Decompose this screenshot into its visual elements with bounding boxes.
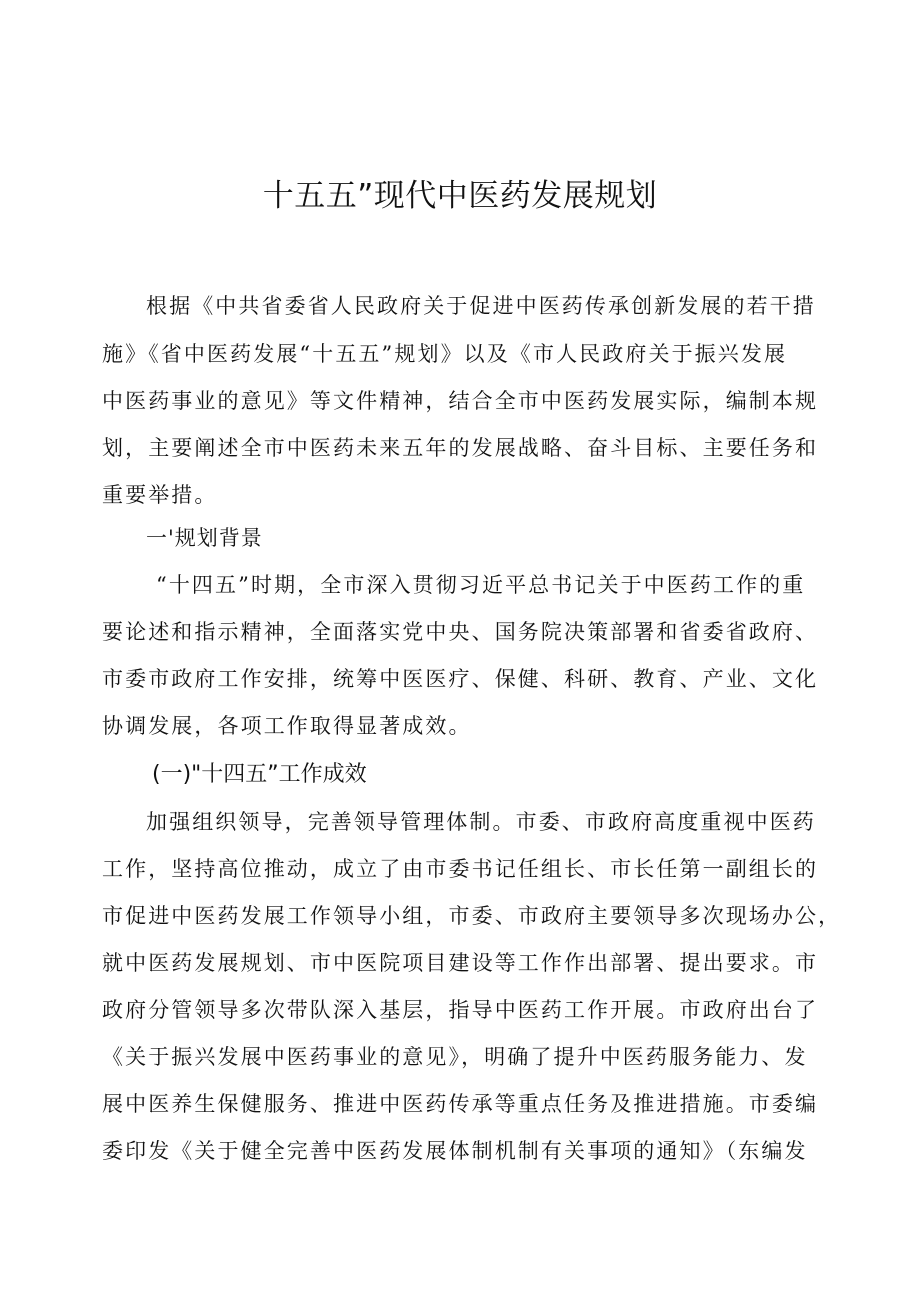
intro-line-1: 根据《中共省委省人民政府关于促进中医药传承创新发展的若干措	[146, 294, 816, 318]
section-heading-background: 一'规划背景	[146, 526, 263, 550]
subsection1-line-2: 工作，坚持高位推动，成立了由市委书记任组长、市长任第一副组长的	[102, 857, 819, 881]
subsection-heading-achievements: (一)"十四五”工作成效	[152, 762, 367, 787]
subsection1-line-3: 市促进中医药发展工作领导小组，市委、市政府主要领导多次现场办公，	[102, 904, 842, 928]
section1-line-4: 协调发展，各项工作取得显著成效。	[102, 714, 472, 738]
subsection1-line-7: 展中医养生保健服务、推进中医药传承等重点任务及推进措施。市委编	[102, 1092, 819, 1116]
section1-line-2: 要论述和指示精神，全面落实党中央、国务院决策部署和省委省政府、	[102, 620, 819, 644]
subsection1-line-5: 政府分管领导多次带队深入基层，指导中医药工作开展。市政府出台了	[102, 998, 819, 1022]
subsection1-line-1: 加强组织领导，完善领导管理体制。市委、市政府高度重视中医药	[146, 810, 816, 834]
section1-line-1: “十四五”时期，全市深入贯彻习近平总书记关于中医药工作的重	[156, 573, 806, 597]
subsection1-line-4: 就中医药发展规划、市中医院项目建设等工作作出部署、提出要求。市	[102, 951, 819, 975]
subsection1-line-6: 《关于振兴发展中医药事业的意见》，明确了提升中医药服务能力、发	[102, 1045, 808, 1069]
subsection1-line-8: 委印发《关于健全完善中医药发展体制机制有关事项的通知》（东编发	[102, 1139, 808, 1163]
intro-line-4: 划，主要阐述全市中医药未来五年的发展战略、奋斗目标、主要任务和	[102, 436, 819, 460]
intro-line-3: 中医药事业的意见》等文件精神，结合全市中医药发展实际，编制本规	[102, 389, 819, 413]
section1-line-3: 市委市政府工作安排，统筹中医医疗、保健、科研、教育、产业、文化	[102, 667, 819, 691]
page-title: 十五五”现代中医药发展规划	[262, 178, 658, 214]
intro-line-5: 重要举措。	[102, 483, 218, 507]
intro-line-2: 施》《省中医药发展“十五五”规划》以及《市人民政府关于振兴发展	[102, 342, 788, 366]
